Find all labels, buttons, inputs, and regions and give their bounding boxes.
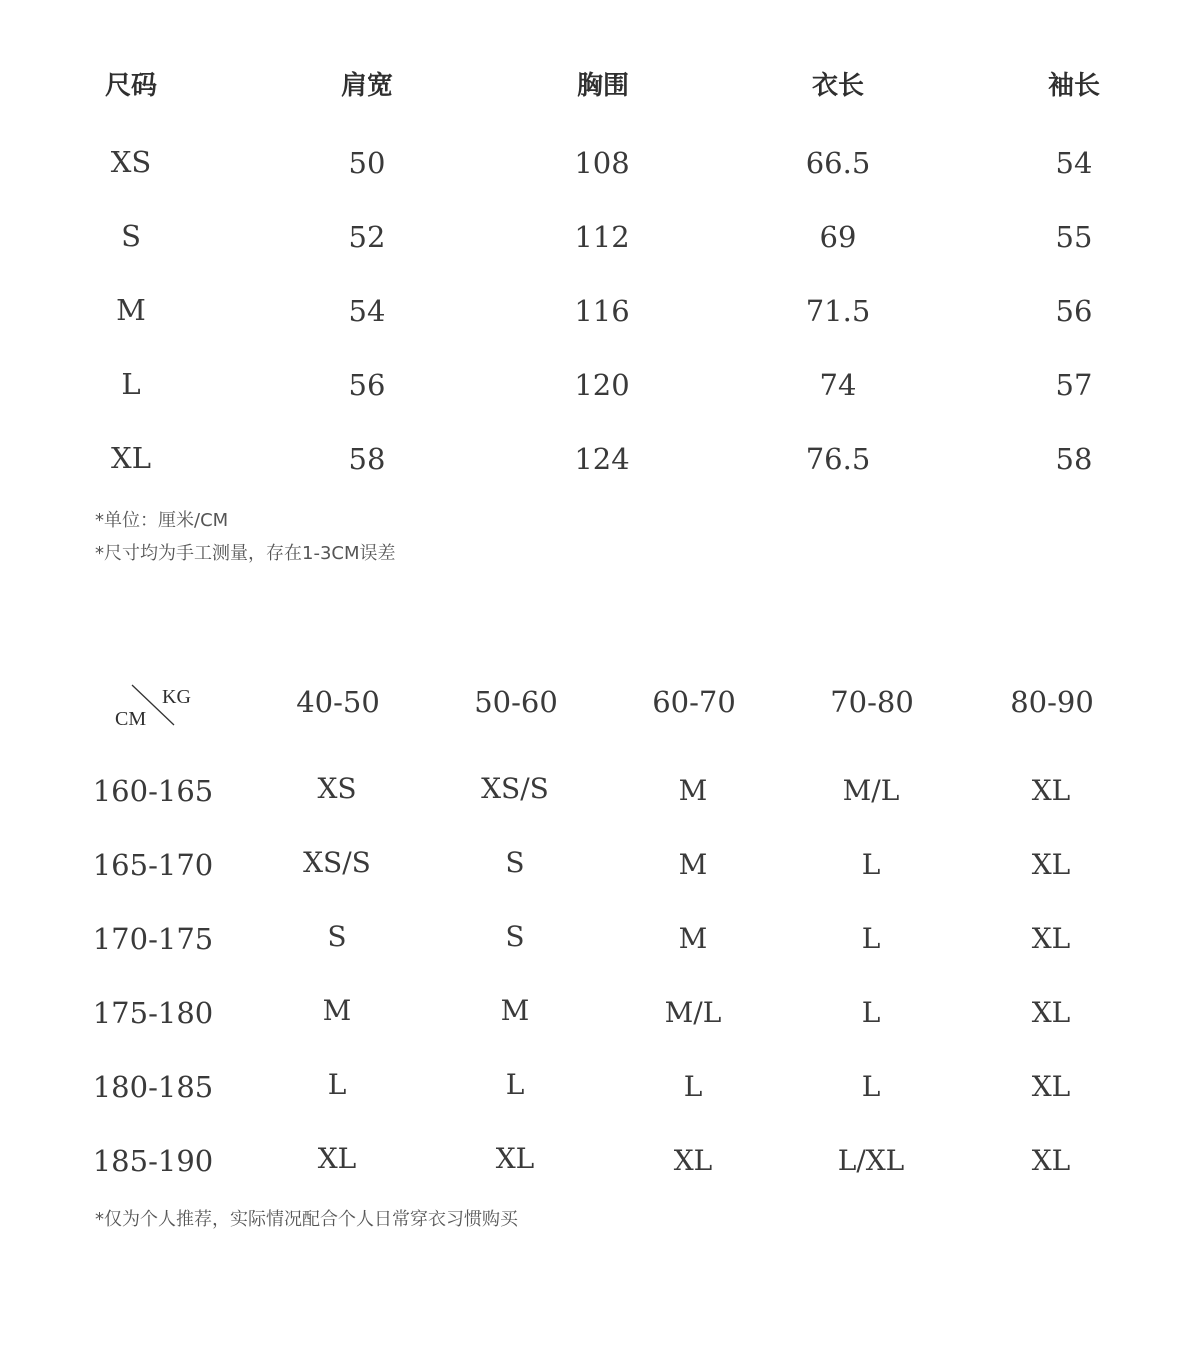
corner-kg-label: KG bbox=[162, 686, 191, 708]
size-recommendation-cell: S bbox=[505, 846, 525, 879]
height-header: 165-170 bbox=[92, 848, 214, 882]
size-recommendation-cell: L bbox=[505, 1068, 525, 1101]
size-recommendation-cell: S bbox=[505, 920, 525, 953]
size-recommendation-cell: L bbox=[683, 1070, 703, 1103]
size-recommendation-cell: XL bbox=[1031, 1070, 1071, 1103]
size-recommendation-cell: L/XL bbox=[837, 1144, 905, 1177]
size-table-header-length: 衣长 bbox=[811, 71, 864, 101]
size-recommendation-cell: M bbox=[500, 994, 530, 1027]
size-table-header-sleeve: 袖长 bbox=[1047, 71, 1100, 101]
size-recommendation-cell: XL bbox=[1031, 774, 1071, 807]
size-recommendation-cell: M bbox=[678, 848, 708, 881]
size-table-cell: 74 bbox=[819, 368, 857, 402]
size-table-cell: 54 bbox=[348, 294, 386, 328]
weight-header: 50-60 bbox=[474, 685, 558, 719]
size-table-cell: 58 bbox=[1055, 442, 1093, 476]
size-table-header-size: 尺码 bbox=[104, 71, 157, 101]
measurement-note: *尺寸均为手工测量，存在1-3CM误差 bbox=[95, 543, 396, 564]
size-table-cell: 124 bbox=[574, 442, 630, 476]
unit-note: *单位：厘米/CM bbox=[95, 510, 229, 531]
size-table-cell: S bbox=[121, 219, 141, 253]
size-table-cell: 50 bbox=[348, 146, 386, 180]
size-table-cell: L bbox=[121, 367, 141, 401]
size-recommendation-cell: L bbox=[327, 1068, 347, 1101]
weight-header: 70-80 bbox=[830, 685, 914, 719]
height-header: 175-180 bbox=[92, 996, 214, 1030]
size-table-cell: 76.5 bbox=[805, 442, 871, 476]
size-recommendation-cell: XL bbox=[317, 1142, 357, 1175]
size-table-cell: 57 bbox=[1055, 368, 1093, 402]
size-recommendation-cell: XS/S bbox=[303, 846, 371, 879]
size-table-cell: 52 bbox=[348, 220, 386, 254]
size-table-header-chest: 胸围 bbox=[576, 71, 629, 101]
size-table-cell: 116 bbox=[574, 294, 630, 328]
size-table-cell: 56 bbox=[1055, 294, 1093, 328]
size-recommendation-cell: M/L bbox=[842, 774, 900, 807]
size-recommendation-cell: M bbox=[678, 774, 708, 807]
size-recommendation-cell: XL bbox=[1031, 1144, 1071, 1177]
height-header: 185-190 bbox=[92, 1144, 214, 1178]
size-recommendation-cell: XL bbox=[1031, 996, 1071, 1029]
size-recommendation-cell: M/L bbox=[664, 996, 722, 1029]
size-table-cell: 112 bbox=[574, 220, 630, 254]
size-table-cell: M bbox=[116, 293, 146, 327]
size-table-cell: 108 bbox=[574, 146, 630, 180]
table-corner bbox=[112, 683, 196, 731]
size-table-cell: 120 bbox=[574, 368, 630, 402]
size-recommendation-cell: M bbox=[678, 922, 708, 955]
height-header: 160-165 bbox=[92, 774, 214, 808]
size-table-cell: 55 bbox=[1055, 220, 1093, 254]
size-recommendation-cell: XL bbox=[495, 1142, 535, 1175]
weight-header: 60-70 bbox=[652, 685, 736, 719]
weight-header: 80-90 bbox=[1010, 685, 1094, 719]
size-recommendation-cell: M bbox=[322, 994, 352, 1027]
size-recommendation-cell: L bbox=[861, 996, 881, 1029]
size-recommendation-cell: S bbox=[327, 920, 347, 953]
size-table-cell: 54 bbox=[1055, 146, 1093, 180]
size-recommendation-cell: L bbox=[861, 1070, 881, 1103]
recommendation-note: *仅为个人推荐，实际情况配合个人日常穿衣习惯购买 bbox=[95, 1209, 518, 1230]
weight-header: 40-50 bbox=[296, 685, 380, 719]
height-header: 170-175 bbox=[92, 922, 214, 956]
size-table-cell: 66.5 bbox=[805, 146, 871, 180]
size-table-cell: 71.5 bbox=[805, 294, 871, 328]
size-recommendation-cell: XS bbox=[317, 772, 357, 805]
size-recommendation-cell: XL bbox=[1031, 848, 1071, 881]
size-recommendation-cell: L bbox=[861, 922, 881, 955]
size-table-cell: 69 bbox=[819, 220, 857, 254]
height-header: 180-185 bbox=[92, 1070, 214, 1104]
size-recommendation-cell: L bbox=[861, 848, 881, 881]
size-recommendation-cell: XL bbox=[1031, 922, 1071, 955]
size-table-cell: 56 bbox=[348, 368, 386, 402]
size-table-cell: XS bbox=[110, 145, 152, 179]
size-table-cell: 58 bbox=[348, 442, 386, 476]
corner-cm-label: CM bbox=[115, 708, 147, 730]
size-recommendation-cell: XS/S bbox=[481, 772, 549, 805]
size-table-cell: XL bbox=[111, 441, 151, 475]
size-recommendation-cell: XL bbox=[673, 1144, 713, 1177]
size-table-header-shoulder: 肩宽 bbox=[340, 71, 393, 101]
